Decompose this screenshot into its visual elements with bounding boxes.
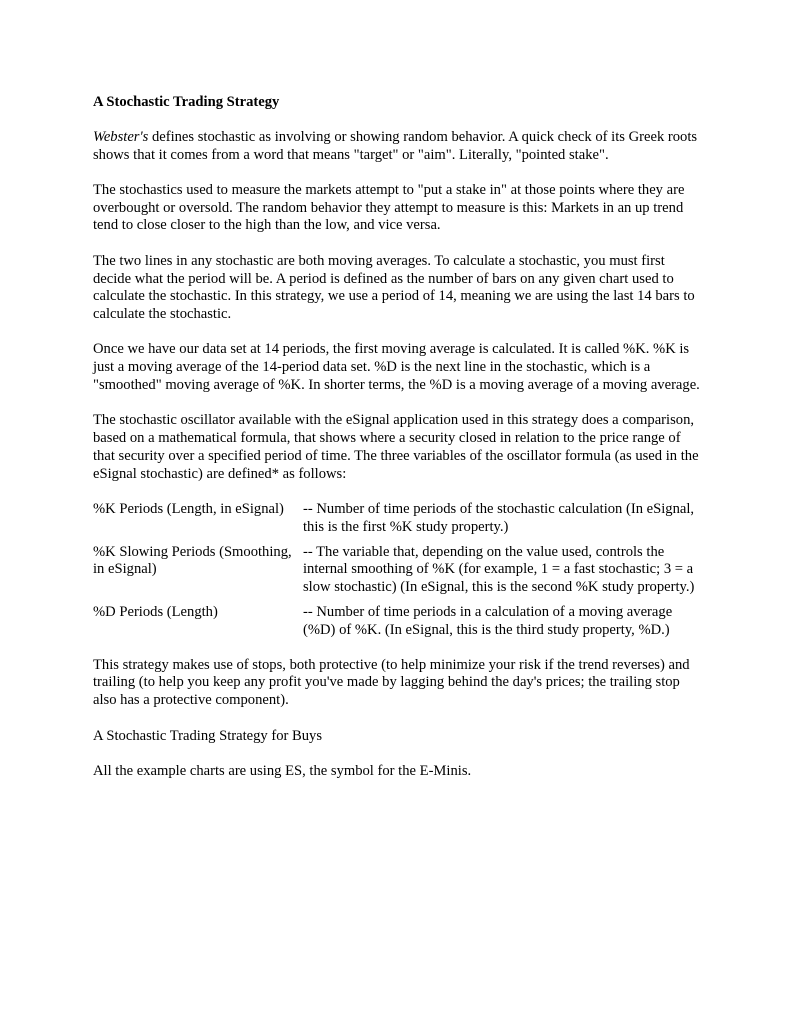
document-title: A Stochastic Trading Strategy <box>93 94 280 110</box>
definition-term: %D Periods (Length) <box>93 604 218 621</box>
paragraph-stochastics-measure: The stochastics used to measure the markets attempt to "put a stake in" at those points where they are overbought or oversold. The random behavior they attempt to measure is this: Markets in an up trend tend to close closer to the high than the low, and vice versa. <box>93 181 685 234</box>
section-heading-buys: A Stochastic Trading Strategy for Buys <box>93 727 323 744</box>
definition-row <box>93 501 705 544</box>
definition-description: -- Number of time periods of the stochastic calculation (In eSignal, this is the first %K study property.) <box>303 501 695 535</box>
definition-term: %K Periods (Length, in eSignal) <box>93 501 284 518</box>
paragraph-example-charts: All the example charts are using ES, the symbol for the E-Minis. <box>93 762 472 779</box>
intro-paragraph <box>93 129 705 165</box>
definition-description: -- The variable that, depending on the value used, controls the internal smoothing of %K (for example, 1 = a fast stochastic; 3 = a slow stochastic) (In eSignal, this is the second %K study property.) <box>303 543 695 596</box>
document-page <box>93 94 705 798</box>
paragraph-two-lines: The two lines in any stochastic are both moving averages. To calculate a stochastic, you must first decide what the period will be. A period is defined as the number of bars on any given chart used to calculate the stochastic. In this strategy, we use a period of 14, meaning we are using the last 14 bars to calculate the stochastic. <box>93 252 695 323</box>
paragraph-moving-average: Once we have our data set at 14 periods, the first moving average is calculated. It is called %K. %K is just a moving average of the 14-period data set. %D is the next line in the stochastic, which is a "smoothed" moving average of %K. In shorter terms, the %D is a moving average of a moving average. <box>93 341 700 394</box>
definition-term: %K Slowing Periods (Smoothing, in eSignal) <box>93 543 292 578</box>
definition-row <box>93 604 705 647</box>
intro-emphasis: Webster's <box>93 128 149 145</box>
intro-text: defines stochastic as involving or showing random behavior. A quick check of its Greek roots shows that it comes from a word that means "target" or "aim". Literally, "pointed stake". <box>93 128 698 163</box>
definition-description: -- Number of time periods in a calculation of a moving average (%D) of %K. (In eSignal, this is the third study property, %D.) <box>303 604 673 638</box>
definition-row <box>93 544 705 604</box>
paragraph-oscillator: The stochastic oscillator available with the eSignal application used in this strategy does a comparison, based on a mathematical formula, that shows where a security closed in relation to the price range of that security over a specified period of time. The three variables of the oscillator formula (as used in the eSignal stochastic) are defined* as follows: <box>93 412 699 482</box>
definitions-table <box>93 501 705 647</box>
paragraph-stops: This strategy makes use of stops, both protective (to help minimize your risk if the trend reverses) and trailing (to help you keep any profit you've made by lagging behind the day's prices; the trailing stop also has a protective component). <box>93 656 690 709</box>
